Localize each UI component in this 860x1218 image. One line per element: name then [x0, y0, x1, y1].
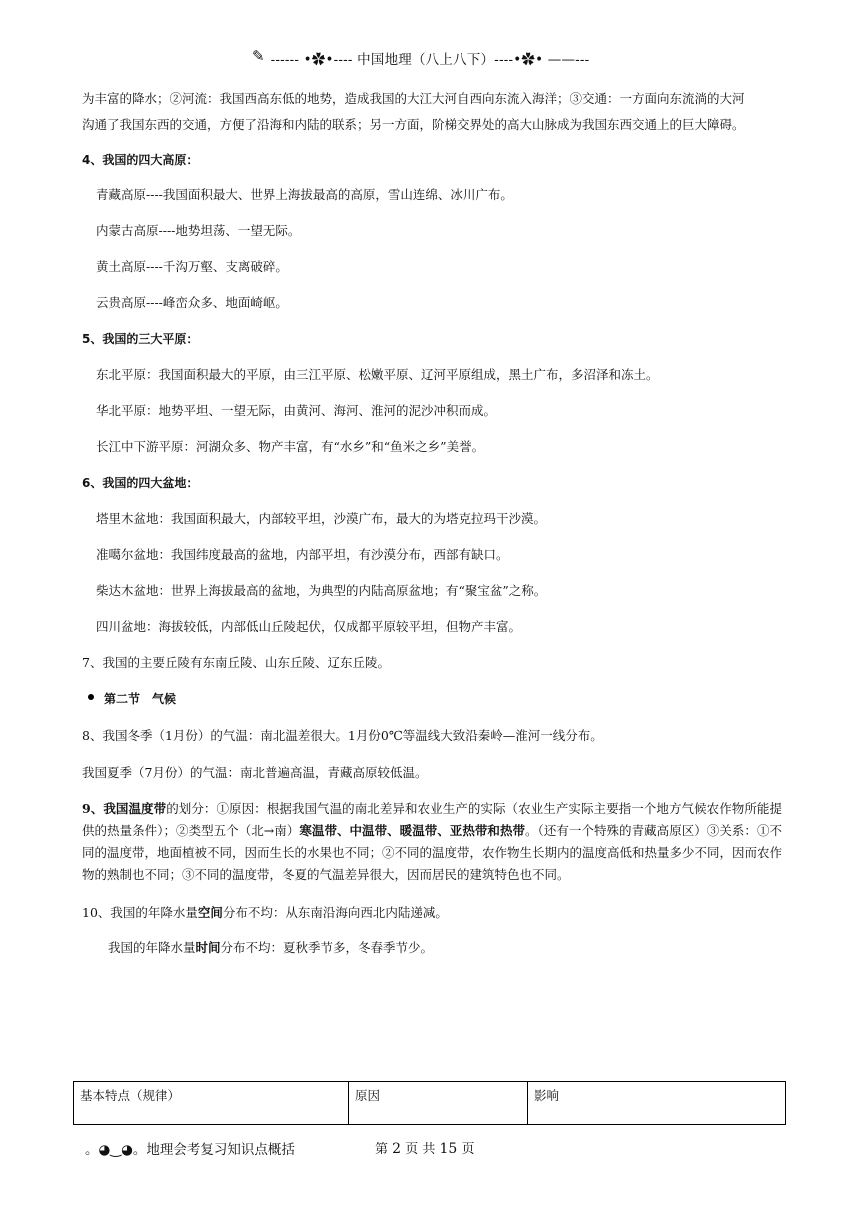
text: 页 [461, 1142, 475, 1157]
paragraph: 为丰富的降水；②河流：我国西高东低的地势，造成我国的大江大河自西向东流入海洋；③交通：一方面向东流淌的大河 [82, 91, 745, 106]
text: 我国的年降水量 [108, 940, 196, 955]
list-item: 长江中下游平原：河湖众多、物产丰富，有“水乡”和“鱼米之乡”美誉。 [96, 439, 485, 454]
text: 分布不均：夏秋季节多，冬春季节少。 [220, 940, 434, 955]
page-number [375, 1138, 474, 1157]
paragraph: 8、我国冬季（1月份）的气温：南北温差很大。1月份0℃等温线大致沿秦岭—淮河一线分布。 [82, 728, 603, 743]
paragraph: 7、我国的主要丘陵有东南丘陵、山东丘陵、辽东丘陵。 [82, 655, 390, 670]
paragraph [82, 902, 782, 924]
list-item: 内蒙古高原----地势坦荡、一望无际。 [96, 223, 301, 238]
bullet-icon [88, 694, 94, 700]
list-item: 东北平原：我国面积最大的平原，由三江平原、松嫩平原、辽河平原组成，黑土广布，多沼泽和冻土。 [96, 367, 659, 382]
text: 页 共 [405, 1142, 436, 1157]
list-item: 塔里木盆地：我国面积最大，内部较平坦，沙漠广布，最大的为塔克拉玛干沙漠。 [96, 511, 547, 526]
text: 10、我国的年降水量 [82, 905, 198, 920]
page-header [0, 48, 860, 68]
keyword: 时间 [195, 940, 221, 955]
text: 第 [375, 1142, 389, 1157]
table-header-cell: 影响 [528, 1082, 786, 1125]
text: 9、我国 [82, 801, 129, 816]
header-title: ------ •✿•---- 中国地理（八上八下）----•✿• ——--- [270, 52, 590, 68]
text: 分布不均：从东南沿海向西北内陆递减。 [222, 905, 448, 920]
list-item: 柴达木盆地：世界上海拔最高的盆地，为典型的内陆高原盆地；有“聚宝盆”之称。 [96, 583, 547, 598]
paragraph: 我国夏季（7月份）的气温：南北普遍高温，青藏高原较低温。 [82, 765, 428, 780]
list-item: 云贵高原----峰峦众多、地面崎岖。 [96, 295, 288, 310]
section-heading-climate [82, 688, 782, 710]
paragraph: 沟通了我国东西的交通，方便了沿海和内陆的联系；另一方面，阶梯交界处的高大山脉成为我国东西交通上的巨大障碍。 [82, 117, 745, 132]
summary-table [73, 1081, 786, 1125]
list-item: 准噶尔盆地：我国纬度最高的盆地，内部平坦，有沙漠分布，西部有缺口。 [96, 547, 509, 562]
section-title: 第二节 气候 [104, 692, 177, 706]
keyword: 空间 [197, 905, 223, 920]
current-page: 2 [392, 1141, 402, 1157]
heading-plains: 5、我国的三大平原： [82, 332, 199, 346]
pencil-icon: ✎ [252, 47, 265, 65]
footer-title: 。◕‿◕。地理会考复习知识点概括 [85, 1142, 295, 1158]
table-row [74, 1082, 786, 1125]
list-item: 黄土高原----千沟万壑、支离破碎。 [96, 259, 288, 274]
list-item: 华北平原：地势平坦、一望无际，由黄河、海河、淮河的泥沙冲积而成。 [96, 403, 497, 418]
text: 的划分：①原因：根据我国气温的南北差异和农业生产的实际（农业生产实际主要指一个地方气候农作物所能提供的热量条件）；②类型五个（北→南） [82, 801, 782, 838]
table-header-cell: 原因 [349, 1082, 528, 1125]
keyword: 寒温带、中温带、暖温带、亚热带和热带 [299, 823, 526, 838]
list-item: 青藏高原----我国面积最大、世界上海拔最高的高原，雪山连绵、冰川广布。 [96, 187, 513, 202]
list-item: 四川盆地：海拔较低，内部低山丘陵起伏，仅成都平原较平坦，但物产丰富。 [96, 619, 522, 634]
text: 。（还有一个特殊的青藏高原区）③关系：①不同的温度带，地面植被不同，因而生长的水果也不同；②不同的温度带，农作物生长期内的温度高低和热量多少不同，因而农作物的熟制也不同；③不同的温度带，冬夏的气温差异很大，因而居民的建筑特色也不同。 [82, 823, 783, 882]
heading-plateaus: 4、我国的四大高原： [82, 153, 199, 167]
total-pages: 15 [439, 1141, 458, 1157]
paragraph-temperature-zones [82, 798, 782, 886]
heading-basins: 6、我国的四大盆地： [82, 476, 199, 490]
keyword: 温度带 [128, 801, 167, 816]
table-header-cell: 基本特点（规律） [74, 1082, 349, 1125]
paragraph [108, 937, 808, 959]
